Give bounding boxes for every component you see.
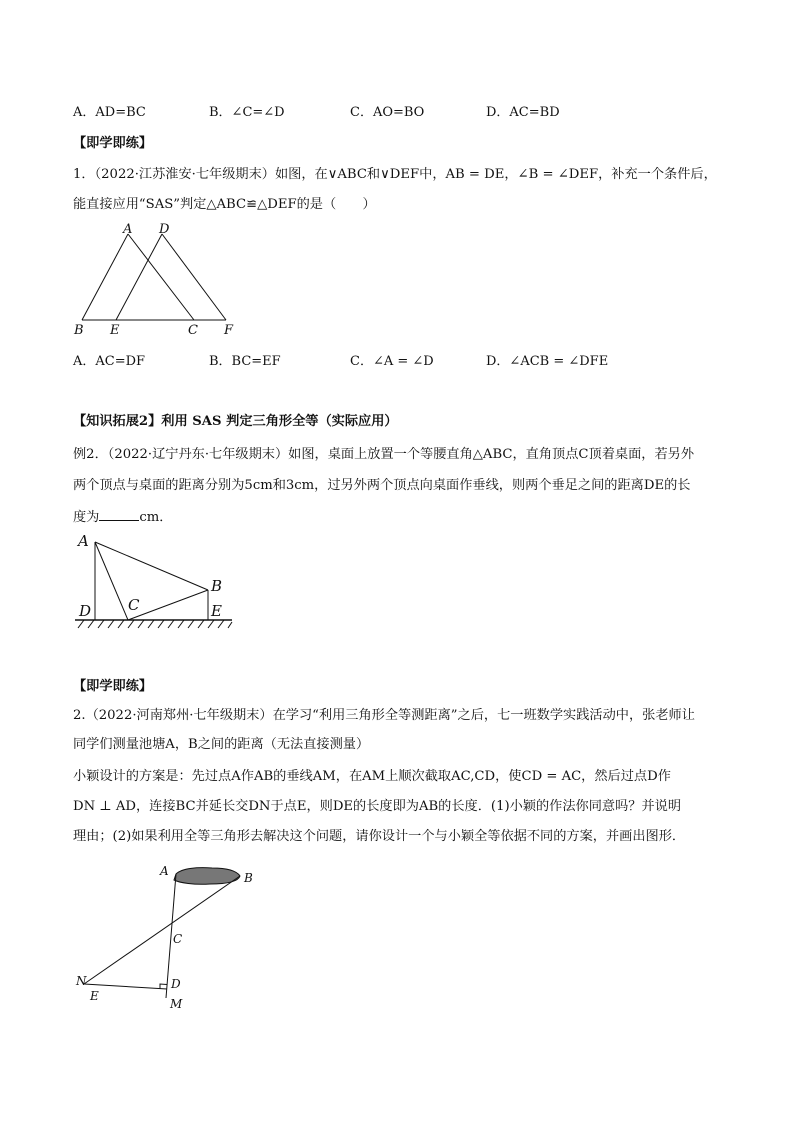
ex2-label-e: E [211,602,222,620]
ex2-desk-hatch [78,620,232,628]
q2-text-line4: DN ⊥ AD，连接BC并延长交DN于点E，则DE的长度即为AB的长度．(1)小颖的作法你同意吗？并说明 [73,799,682,814]
q2-pond-shape [174,868,240,885]
ex2-text-line3 [73,508,172,527]
q1-label-a: A [123,222,133,237]
q1-options-row [73,350,733,368]
q1-triangles-figure [70,222,250,340]
ex2-label-b: B [211,577,223,595]
q1-label-f: F [224,323,234,338]
ex2-text-line3-prefix: 度为 [73,510,100,525]
top-option-c: C．AO=BO [350,105,425,120]
ex2-label-a: A [78,532,89,550]
q1-edge-ba [82,234,128,320]
q2-line-be [84,876,240,984]
ex2-label-d: D [79,602,92,620]
section-header-practice-2: 【即学即练】 [73,679,153,694]
q1-label-e: E [110,323,120,338]
q1-text-line2: 能直接应用“SAS”判定△ABC≌△DEF的是（ ） [73,197,376,212]
q1-option-c: C．∠A = ∠D [350,354,434,369]
ex2-edge-cb [128,590,208,620]
q2-text-line5: 理由；(2)如果利用全等三角形去解决这个问题，请你设计一个与小颖全等依据不同的方案，并画出图形． [73,829,686,844]
top-option-d: D．AC=BD [486,105,560,120]
ex2-text-line1-content: 例2．（2022·辽宁丹东·七年级期末）如图，桌面上放置一个等腰直角△ABC，直角顶点C顶着桌面，若另外 [73,447,695,462]
ex2-desk-triangle-figure [70,528,240,638]
q2-text-line2: 同学们测量池塘A，B之间的距离（无法直接测量） [73,737,370,752]
q1-option-d: D．∠ACB = ∠DFE [486,354,609,369]
q2-label-n: N [76,974,87,988]
ex2-label-c: C [128,596,140,614]
ex2-text-line2: 两个顶点与桌面的距离分别为5cm和3cm，过另外两个顶点向桌面作垂线，则两个垂足之间的距离DE的长 [73,478,691,493]
q2-text-line3: 小颖设计的方案是：先过点A作AB的垂线AM，在AM上顺次截取AC,CD，使CD = AC，然后过点D作 [73,769,671,784]
q2-label-e: E [90,989,99,1003]
q1-edge-ed [116,234,162,320]
q1-label-b: B [74,323,84,338]
q1-edge-df [162,234,226,320]
q1-edge-ac [128,234,194,320]
ex2-text-line1 [73,446,694,464]
ex2-text-line3-suffix: cm． [139,510,173,525]
top-option-a: A．AD=BC [73,105,146,120]
top-options-row [73,101,733,119]
q2-label-a: A [160,864,169,878]
q2-label-c: C [173,932,183,946]
q2-text-line1: 2.（2022·河南郑州·七年级期末）在学习“利用三角形全等测距离”之后，七一班数学实践活动中，张老师让 [73,708,695,723]
q2-label-b: B [244,871,253,885]
q2-label-d: D [171,977,181,991]
ex2-answer-blank[interactable] [99,508,139,521]
section-header-extension-2: 【知识拓展2】利用 SAS 判定三角形全等（实际应用） [73,414,398,429]
section-header-practice-1: 【即学即练】 [73,136,153,151]
q1-text-line1: 1．（2022·江苏淮安·七年级期末）如图，在∨ABC和∨DEF中，AB = DE，∠B = ∠DEF，补充一个条件后， [73,167,717,182]
q1-label-d: D [159,222,170,237]
q2-pond-figure [70,858,270,1018]
q2-label-m: M [170,997,183,1011]
top-option-b: B．∠C=∠D [209,105,285,120]
q1-option-b: B．BC=EF [209,354,281,369]
q1-label-c: C [188,323,198,338]
q1-option-a: A．AC=DF [73,354,146,369]
